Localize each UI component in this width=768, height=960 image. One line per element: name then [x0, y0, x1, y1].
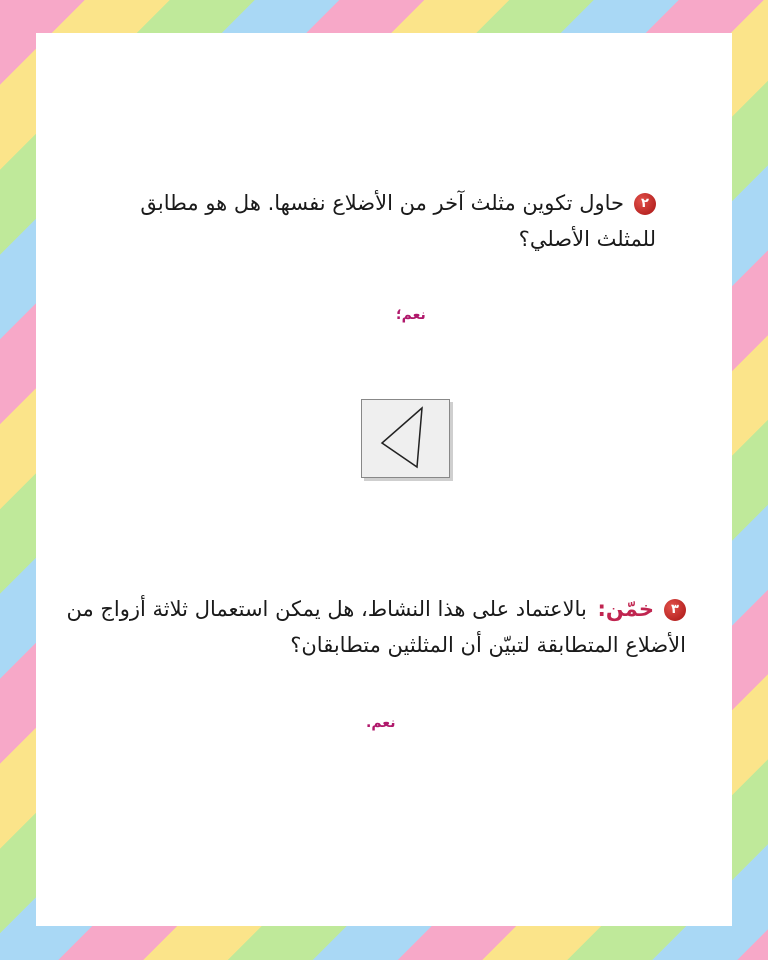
question-number-badge: ٣: [664, 599, 686, 621]
triangle-figure: [361, 399, 450, 478]
worksheet-card: [36, 33, 732, 926]
triangle-icon: [362, 400, 449, 477]
question-number-badge: ٢: [634, 193, 656, 215]
question-text: بالاعتماد على هذا النشاط، هل يمكن استعمال ثلاثة أزواج من الأضلاع المتطابقة لتبيّن أن المثلثين متطابقان؟: [66, 597, 686, 657]
question-3: [66, 591, 686, 663]
question-text: حاول تكوين مثلث آخر من الأضلاع نفسها. هل هو مطابق للمثلث الأصلي؟: [140, 191, 656, 251]
guess-label: خمّن:: [597, 597, 654, 621]
answer-2: نعم؛: [396, 307, 426, 323]
answer-3: نعم.: [366, 715, 396, 731]
question-2: [116, 185, 656, 257]
